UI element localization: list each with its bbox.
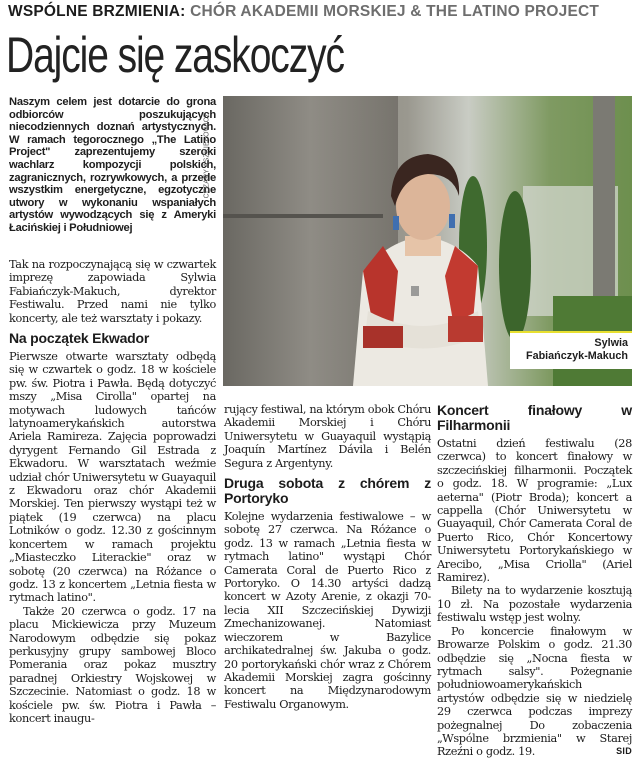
headline: Dajcie się zaskoczyć [6,27,344,83]
body-paragraph: Ostatni dzień festiwalu (28 czerwca) to koncert finałowy w szczecińskiej filharmonii. Początek o godz. 18. W programie: „Lux aeterna" (Piotr Broda); koncert a cappella (Chór Uniwersytetu w Guayaquil, Chór Camerata Coral de Puerto Rico, Chór Koncertowy Uniwersytetu Portorykańskiego w Arecibo, „Misa Criolla" (Ariel Ramirez). [437,437,632,585]
subheading-druga-sobota: Druga sobota z chórem z Portoryko [224,475,431,507]
caption-line-1: Sylwia [594,337,628,349]
author-signature: SID [616,746,632,757]
intro-block [9,258,216,350]
section-kicker [8,3,599,21]
column-1 [9,350,216,725]
photo-credit-text: CEZARY ASZKIEŁOWICZ [203,112,211,199]
photo-caption [510,331,632,369]
intro-paragraph: Tak na rozpoczynającą się w czwartek imprezę zapowiada Sylwia Fabiańczyk-Makuch, dyrektor Festiwalu. Przed nami nie tylko koncerty, ale też warsztaty i pokazy. [9,258,216,325]
column-3 [437,403,632,759]
body-paragraph [437,625,632,759]
body-paragraph: Kolejne wydarzenia festiwalowe – w sobotę 27 czerwca. Na Różance o godz. 13 w ramach „Letnia fiesta w rytmach latino" wystąpi Chór Camerata Coral de Puerto Rico z Portoryko. O 14.30 artyści dadzą koncert w Azoty Arenie, z okazji 70-lecia XII Szczecińskiej Dywizji Zmechanizowanej. Natomiast wieczorem w Bazylice archikatedralnej św. Jakuba o godz. 20 portorykański chór wraz z Chórem Akademii Morskiej zagra gościnny koncert na Międzynarodowym Festiwalu Organowym. [224,510,431,711]
subheading-ekwador: Na początek Ekwador [9,330,150,347]
kicker-topic: CHÓR AKADEMII MORSKIEJ & THE LATINO PROJECT [190,3,600,20]
final-paragraph-text: Po koncercie finałowym w Browarze Polskim o godz. 21.30 odbędzie się „Nocna fiesta w rytmach salsy". Pożegnanie południowoamerykańskich artystów odbędzie się w niedzielę 29 czerwca podczas imprezy pożegnalnej Do zobaczenia „Wspólne brzmienia" w Starej Rzeźni o godz. 19. [437,624,632,759]
body-paragraph: Pierwsze otwarte warsztaty odbędą się w czwartek o godz. 18 w kościele pw. św. Piotra i Pawła. Będą dotyczyć mszy „Misa Cirolla" opartej na motywach ludowych tańców latynoamerykańskich autorstwa Ariela Ramireza. Zajęcia poprowadzi dyrygent Fernando Gil Estrada z Ekwadoru. W warsztatach weźmie udział chór Uniwersytetu w Guayaquil z Ekwadoru oraz chór Akademii Morskiej. Ten pierwszy wystąpi też w piątek (19 czerwca) na placu Lotników o godz. 12.30 z gościnnym koncertem w ramach projektu „Miasteczko Literackie" oraz w sobotę (20 czerwca) na Różance o godz. 13 z koncertem „Letnia fiesta w rytmach latino". [9,350,216,605]
caption-line-2: Fabiańczyk-Makuch [525,350,628,362]
kicker-section: WSPÓLNE BRZMIENIA: [8,3,186,20]
lead-paragraph: Naszym celem jest dotarcie do grona odbiorców poszukujących niecodziennych doznań artystycznych. W ramach tegorocznego „The Latino Project" zaprezentujemy szeroki wachlarz kompozycji polskich, zagranicznych, rozrywkowych, a przede wszystkim energetyczne, egzotyczne utwory w wykonaniu wspaniałych artystów wywodzących się z Ameryki Łacińskiej i Południowej [9,96,216,234]
subheading-koncert-finalowy: Koncert finałowy w Filharmonii [437,402,632,433]
column-2 [224,403,431,711]
body-paragraph: Bilety na to wydarzenie kosztują 10 zł. Na pozostałe wydarzenia festiwalu wstęp jest wolny. [437,584,632,625]
body-paragraph: Także 20 czerwca o godz. 17 na placu Mickiewicza przy Muzeum Narodowym odbędzie się pokaz perkusyjny grupy sambowej Bloco Pomerania oraz pokaz musztry paradnej Orkiestry Wojskowej w Szczecinie. Natomiast o godz. 18 w kościele pw. św. Piotra i Pawła – koncert inaugu- [9,604,216,725]
body-paragraph: rujący festiwal, na którym obok Chóru Akademii Morskiej i Chóru Uniwersytetu w Guayaquil wystąpią Joaquín Martínez Dávila i Belén Segura z Argentyny. [224,403,431,470]
